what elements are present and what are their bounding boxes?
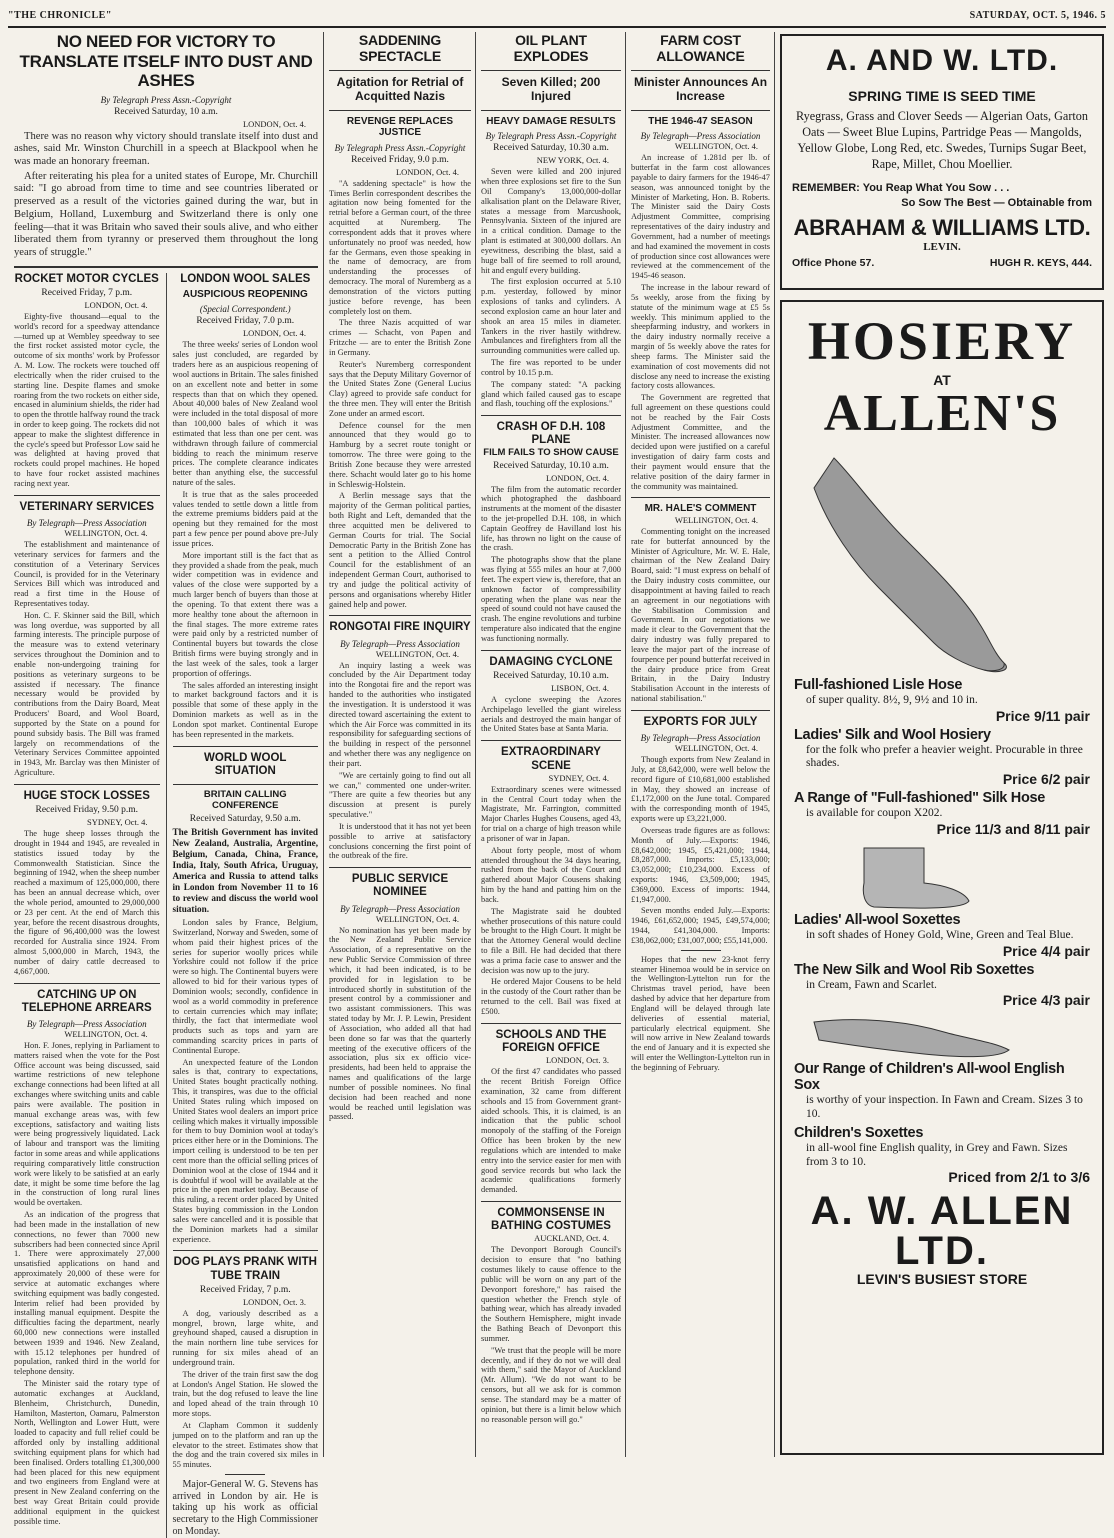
article-headline: ROCKET MOTOR CYCLES (14, 272, 159, 285)
article-paragraph: "A saddening spectacle" is how the Times Berlin correspondent describes the agitation now being fomented for the retrial before a German court, of the three acquitted at Nuremberg. The correspondent adds that it proves where unfortunately no proof was needed, how far the Germans, even those speaking in the name of democracy, are from understanding the processes of democracy. The moral of Nuremberg as a demonstration of the victors putting justice before revenge, has been completely lost on them. (329, 178, 471, 316)
article-paragraph: The film from the automatic recorder which photographed the dashboard instruments at the moment of the disaster to the jet-propelled D.H. 108, in which Captain Geoffrey de Havilland lost his life, has thrown no light on the cause of the crash. (481, 484, 621, 553)
article-dateline: WELLINGTON, Oct. 4. (674, 141, 758, 152)
article-dateline: LONDON, Oct. 4. (242, 328, 307, 339)
lead-column (14, 32, 319, 1537)
article-dateline: AUCKLAND, Oct. 4. (534, 1233, 609, 1244)
article-paragraph: "We are certainly going to find out all we can," commented one under-writer. "There are quite a few theories but any discussion at present is purely speculative." (329, 770, 471, 820)
ad-item-title: A Range of "Full-fashioned" Silk Hose (794, 790, 1046, 807)
divider (14, 784, 160, 785)
article-byline: By Telegraph Press Assn.-Copyright (485, 131, 617, 142)
article-paragraph: The sales afforded an interesting insight to market background factors and it is possible that some of these apply in the Dominion markets as well as in the London spot market. Continental Europe has been represented in the markets. (172, 680, 319, 739)
article-paragraph: Hon. F. Jones, replying in Parliament to matters raised when the vote for the Post Office account was being discussed, said wartime restrictions of new telephone exchange connections had been lifted at all exchanges where switching units and cable pairs were available. The position in manual exchange areas was, with few exceptions, satisfactory and waiting lists were being progressively liquidated. Lack of labour and transport was the limiting factor in some areas and while applications requiring comparatively little construction work were likely to be satisfied at an early date, it might be some time before the lag in the construction of long rural lines would be overtaken. (14, 1040, 160, 1208)
article-paragraph: Of the first 47 candidates who passed the recent British Foreign Office examination, 32 came from different schools and 15 from Government grant-aided schools. This, it is claimed, is an indication that the public school monopoly of the staffing of the Foreign Office has been broken by the new regulations which are intended to make entry into the service easier for men with good service records but who lack the academic qualifications formerly demanded. (481, 1067, 621, 1195)
article-subheadline: Seven Killed; 200 Injured (501, 75, 601, 103)
article-paragraph: Major-General W. G. Stevens has arrived in London by air. He is taking up his work as official secretary to the High Commissioner on Monday. (172, 1479, 319, 1537)
ad-phone: Office Phone 57. (792, 257, 875, 270)
ad-item-desc: is worthy of your inspection. In Fawn and Cream. Sizes 3 to 10. (806, 1094, 1083, 1121)
article-paragraph: The company stated: "A packing gland which failed caused gas to escape and flash, touching off the explosions." (481, 379, 621, 409)
article-subheadline: AUSPICIOUS REOPENING (182, 288, 308, 300)
article-paragraph: The fire was reported to be under control by 10.15 p.m. (481, 358, 621, 377)
article-paragraph: He ordered Major Cousens to be held in the custody of the Court rather than be returned to the cell. Bail was fixed at £500. (481, 977, 621, 1016)
article-dateline: WELLINGTON, Oct. 4. (375, 913, 459, 924)
column-divider (625, 32, 626, 1457)
divider (173, 784, 319, 785)
article-headline: EXPORTS FOR JULY (643, 715, 758, 728)
article-byline: By Telegraph—Press Association (640, 131, 761, 142)
divider (481, 740, 621, 741)
article-paragraph: Commenting tonight on the increased rate for butterfat announced by the Minister of Agriculture, Mr. W. E. Hale, chairman of the New Zealand Dairy Board, said: "I must express on behalf of the Dairy industry costs committee, our disappointment at having failed to reach an agreement in our negotiations with the Stabilisation Commission and Government. In our negotiations we made it clear to the Government that the dairy industry was fully prepared to leave the major part of the increase of fourpence per pound butterfat received in the dairy produce price from Great Britain, in the Dairy Industry Stabilisation Account in the interests of national stabilisation." (631, 526, 770, 704)
ad-reminder-line: REMEMBER: You Reap What You Sow . . . (792, 182, 1010, 195)
ad-item-desc: for the folk who prefer a heavier weight. Procurable in three shades. (806, 743, 1083, 770)
article-headline: VETERINARY SERVICES (19, 500, 155, 513)
ad-item-desc: of super quality. 8½, 9, 9½ and 10 in. (806, 693, 978, 706)
column-divider (475, 32, 476, 1457)
article-dateline: WELLINGTON, Oct. 4. (674, 743, 758, 754)
article-paragraph: An unexpected feature of the London sales is that, contrary to expectations, United States bought practically nothing. This, it transpires, was due to the official United States ruling which imposed on United States wool dealers an import price ceiling which makes it virtually impossible for them to buy Dominion wool at today's prices either here or in the Dominions. The import ceiling is understood to be ten per cent more than the official selling prices of Dominion wool at the close of 1944 and it is doubtful if wool will be available at the price in the open market today. Because of this ruling, a recent order placed by United States buying commission in the London sales were cancelled and it is possible that the Dominion markets had a similar experience. (172, 1057, 319, 1244)
ad-item-price: Price 6/2 pair (1002, 771, 1090, 788)
ad-item-desc: in Cream, Fawn and Scarlet. (806, 978, 937, 991)
ad-tagline: SPRING TIME IS SEED TIME (848, 88, 1036, 104)
article-paragraph: The Government are regretted that full agreement on these questions could not be reached by the Fair Costs Adjustment Committee, and the Minister. The increased allowances now decided upon were justified on a careful investigation of dairy farm costs and their payment would ensure that the relative position of the dairy farmer in the community was maintained. (631, 393, 770, 491)
ad-footer (792, 257, 1092, 269)
article-dateline: LONDON, Oct. 4. (545, 472, 609, 483)
article-byline: By Telegraph—Press Association (26, 1018, 147, 1029)
article-paragraph: Overseas trade figures are as follows: Month of July.—Exports: 1946, £8,642,000; 1945, £5,421,000; 1944, £8,287,000. Imports: £5,133,000; £3,052,000; £10,234,000. Excess of exports: 1946, £3,509,000; 1945, £369,000. Excess of imports: 1944, £1,947,000. (631, 825, 770, 904)
ad-seed-list: Ryegrass, Grass and Clover Seeds — Algerian Oats, Garton Oats — Sweet Blue Lupins, Partridge Peas — Mangolds, Yellow Globe, Long Red, etc. Swedes, Turnips Sugar Beet, Rape, Millet, Chou Moellier. (796, 109, 1088, 171)
article-headline: OIL PLANT EXPLODES (513, 32, 589, 65)
article-paragraph: A cyclone sweeping the Azores Archipelago levelled the giant wireless aerials and destroyed the main hangar of the United States base at Santa Maria. (481, 694, 621, 734)
article-paragraph: "We trust that the people will be more decently, and if they do not we will deal with them," said the Mayor of Auckland (Mr. Allum). "We do not want to be censors, but all we ask for is common sense. The standard may be a matter of opinion, but there is a limit below which no reasonable person will go." (481, 1345, 621, 1424)
article-paragraph: It is understood that it has not yet been possible to arrive at satisfactory conclusions concerning the first point of the outbreak of the fire. (329, 821, 471, 861)
divider (631, 70, 770, 71)
divider (631, 110, 770, 111)
article-dateline: LONDON, Oct. 4. (242, 118, 306, 129)
article-subheadline: Minister Announces An Increase (633, 75, 768, 103)
column-divider (774, 32, 775, 1457)
ad-item-title: Our Range of Children's All-wool English Sox (794, 1061, 1065, 1094)
article-paragraph: The Devonport Borough Council's decision to ensure that "no bathing costumes likely to cause offence to the public will be worn on any part of the Devonport foreshore," has raised the question whether the French style of bathing wear, which has already invaded the Southern Hemisphere, might invade the Bathing Beach of Devonport this summer. (481, 1245, 621, 1343)
article-byline: By Telegraph—Press Association (340, 903, 460, 914)
article-headline: HUGE STOCK LOSSES (23, 789, 150, 802)
article-headline: CATCHING UP ON TELEPHONE ARREARS (21, 988, 152, 1014)
article-paragraph: As an indication of the progress that had been made in the installation of new connections, no fewer than 7000 new subscribers had been connected since April 1. There were approximately 27,000 unsatisfied applications on hand and approximately 20,000 of these were for service at automatic exchanges where switching equipment was badly congested. Interim relief had been provided by installing manual equipment. Despite the difficulties facing the department, nearly 60,000 new connections were installed between 1939 and 1946. New Zealand, with 15.12 telephones per hundred of population, ranked third in the world for telephone density. (14, 1210, 160, 1377)
article-paragraph: The photographs show that the plane was flying at 555 miles an hour at 7,000 feet. The expert view is, therefore, that an unknown factor of compressibility operating when the plane was near the speed of sound could not have caused the crash. The engine revolutions and turbine temperature also indicated that the engine was functioning normally. (481, 555, 621, 643)
article-paragraph: The first explosion occurred at 5.10 p.m. yesterday, followed by minor explosions of tanks and cylinders. A second explosion came an hour later and shook an area 15 miles in diameter. Tankers in the river hastily withdrew. Ambulances and firefighters from all the surrounding communities were called up. (481, 277, 621, 356)
article-headline: RONGOTAI FIRE INQUIRY (329, 621, 471, 634)
ad-item-desc: in soft shades of Honey Gold, Wine, Green and Teal Blue. (806, 928, 1074, 941)
article-headline: DAMAGING CYCLONE (489, 655, 613, 668)
article-paragraph: The increase in the labour reward of 5s weekly, arose from the fixing by statute of the minimum wage at £5 5s weekly. This minimum applied to the sheepfarming industry, and workers in the dairy industry normally receive a margin of 5s weekly above the rates for sheep farms. The Minister said the examination of cost movements did not disclose any need to increase the existing factory costs allowances. (631, 283, 770, 391)
divider (329, 70, 471, 71)
ad-manager: HUGH R. KEYS, 444. (989, 257, 1092, 270)
divider (481, 1023, 621, 1024)
article-paragraph: The driver of the train first saw the dog at London's Angel Station. He slowed the train, but the dog refused to leave the line and loped ahead of the train through 10 more stops. (172, 1369, 319, 1419)
divider (329, 615, 471, 616)
masthead-rule (8, 26, 1106, 28)
article-dateline: WELLINGTON, Oct. 4. (375, 648, 459, 659)
ad-reminder-line: So Sow The Best — Obtainable from (901, 197, 1092, 210)
hosiery-advertisement (780, 300, 1104, 1455)
subcolumn-left (14, 273, 160, 1538)
sock-icon (794, 1012, 1090, 1062)
column-divider (166, 273, 167, 1538)
article-headline: DOG PLAYS PRANK WITH TUBE TRAIN (173, 1256, 317, 1282)
article-paragraph: The three Nazis acquitted of war crimes — Schacht, von Papen and Fritzche — are to enter the British Zone in Germany. (329, 318, 471, 357)
article-headline: WORLD WOOL SITUATION (204, 751, 287, 777)
divider (225, 1474, 265, 1475)
article-dateline: LISBON, Oct. 4. (551, 682, 609, 693)
column-divider (323, 32, 324, 1457)
masthead (8, 8, 1106, 24)
ad-slogan: LEVIN'S BUSIEST STORE (856, 1271, 1028, 1288)
divider (481, 415, 621, 416)
article-paragraph: The Magistrate said he doubted whether prosecutions of this nature could be brought to the High Court. It might be that the Attorney General would decline to file a Bill. He had decided that there was a prima facie case to answer and the decision was now up to the jury. (481, 906, 621, 975)
divider (329, 867, 471, 868)
article-subheadline: REVENGE REPLACES JUSTICE (346, 115, 454, 139)
article-paragraph: Seven months ended July.—Exports: 1946, £61,652,000; 1945, £49,574,000; 1944, £41,304,000. Imports: £38,062,000; £31,007,000; £55,141,000. (631, 906, 770, 945)
ad-town: LEVIN. (923, 241, 961, 254)
article-subheadline: THE 1946-47 SEASON (648, 115, 753, 127)
column-5 (631, 32, 770, 1457)
article-lead-paragraph: The British Government has invited New Zealand, Australia, Argentine, Belgium, Canada, China, France, India, Italy, South Africa, Uruguay, America and Russia to attend talks in London from November 11 to 16 to review and discuss the world wool situation. (172, 826, 319, 915)
divider (14, 495, 160, 496)
article-received: Received Friday, 9.0 p.m. (351, 154, 449, 165)
divider (631, 710, 770, 711)
ad-item-desc: is available for coupon X202. (806, 807, 943, 820)
article-headline: EXTRAORDINARY SCENE (501, 746, 601, 772)
article-dateline: NEW YORK, Oct. 4. (536, 155, 609, 166)
divider (14, 983, 160, 984)
article-dateline: SYDNEY, Oct. 4. (86, 817, 148, 828)
sock-icon (794, 843, 1090, 913)
article-dateline: LONDON, Oct. 4. (395, 166, 459, 177)
article-paragraph: A Berlin message says that the majority of the German political parties, both Right and Left, demanded that the three acquitted men be delivered to German Courts for trial. The Social Democratic Party in the British Zone has sent a petition to the Allied Control Council for the establishment of an independent German Court, authorised to try and judge the political activity of persons and organisations whereby Hitler gained help and power. (329, 491, 471, 609)
article-byline: By Telegraph—Press Association (26, 518, 147, 529)
article-paragraph: Defence counsel for the men announced that they would go to Hamburg by a secret route tonight or tomorrow. The three were going to the British Zone because they were arrested there. Schacht would later go to his home in Schleswig-Holstein. (329, 420, 471, 489)
stocking-leg-icon (794, 448, 1090, 678)
column-4 (481, 32, 621, 1457)
article-paragraph: An increase of 1.281d per lb. of butterfat in the farm cost allowances payable to dairy farmers for the 1946-47 season, was announced tonight by the Minister of Marketing, Hon. B. Roberts. The Minister said the Dairy Costs Adjustment Committee, comprising representatives of the dairy industry and Government, had a number of meetings and had examined the movement in costs of production since cost allowances were reviewed at the commencement of the 1945-46 season. (631, 153, 770, 281)
divider (681, 950, 721, 951)
article-subheadline: HEAVY DAMAGE RESULTS (486, 115, 616, 127)
ad-company-name: A. AND W. LTD. (825, 44, 1059, 77)
article-dateline: WELLINGTON, Oct. 4. (674, 514, 758, 525)
subcolumn-right (173, 273, 319, 1538)
article-dateline: WELLINGTON, Oct. 4. (64, 1028, 148, 1039)
article-headline: FARM COST ALLOWANCE (656, 32, 745, 65)
stocking-leg-illustration (794, 448, 1090, 678)
article-headline: NO NEED FOR VICTORY TO TRANSLATE ITSELF INTO DUST AND ASHES (19, 32, 313, 91)
article-dateline: LONDON, Oct. 4. (84, 299, 148, 310)
article-paragraph: Extraordinary scenes were witnessed in the Central Court today when the Magistrate, Mr. Farrington, committed Major Charles Hughes Cousens, aged 43, for trial on a charge of high treason while a prisoner of war in Japan. (481, 784, 621, 843)
ad-store-name: ALLEN'S (823, 385, 1061, 442)
article-byline: By Telegraph—Press Association (640, 733, 761, 744)
divider (481, 650, 621, 651)
article-paragraph: A dog, variously described as a mongrel, brown, large white, and greyhound shaped, caused a disruption in the main northern line tube services for running for six miles ahead of an underground train. (172, 1308, 319, 1367)
divider (14, 266, 318, 268)
ad-item-price: Price 11/3 and 8/11 pair (936, 821, 1090, 837)
ad-headline: HOSIERY (807, 311, 1077, 371)
divider (329, 110, 471, 111)
article-byline: By Telegraph—Press Association (340, 638, 460, 649)
article-headline: CRASH OF D.H. 108 PLANE (496, 421, 606, 447)
ad-item-title: Ladies' Silk and Wool Hosiery (794, 726, 991, 743)
article-paragraph: Though exports from New Zealand in July, at £8,642,000, were well below the record figure of £10,681,000 established in May, they showed an increase of £1,172,000 on the June total. Compared with the corresponding month of 1945, exports were up £3,221,000. (631, 755, 770, 824)
article-paragraph: There was no reason why victory should translate itself into dust and ashes, said Mr. Winston Churchill in a speech at Blackpool when he was made an honorary freeman. (14, 130, 318, 168)
ad-item-title: Children's Soxettes (794, 1124, 924, 1141)
article-received: Received Friday, 9.50 p.m. (35, 805, 139, 816)
column-3 (329, 32, 471, 1457)
article-subheadline: Agitation for Retrial of Acquitted Nazis (336, 75, 464, 103)
article-paragraph: Eighty-five thousand—equal to the world's record for a speedway attendance—turned up at Wembley speedway to see the first rocket assisted motor cycle, the outcome of six months' work by Professor A. M. Low. The rockets were touched off electrically when the rider cruised to the starting line. Despite flames and smoke roaring from the two rockets on either side, encased in aluminium shields, the rider had to open the throttle halfway round the track in order to keep going. The rockets did not appear to make the slightest difference in the cycle's speed but Professor Low said he was delighted at having proved that rockets could propel machines. He hoped to have four rocket assisted machines racing next year. (14, 311, 160, 488)
article-received: Received Saturday, 10 a.m. (114, 106, 218, 117)
article-paragraph: The huge sheep losses through the drought in 1944 and 1945, are revealed in statistics issued today by the Commonwealth Statistician. Since the beginning of 1942, when the sheep number reached a maximum of 125,000,000, there has been an annual decrease which, over the whole period, amounted to 29,000,000 or 23 per cent. At the end of March this year, before the recent disastrous droughts, the figure of 96,400,000 was the lowest recorded for Australia since 1924. From almost 5,000,000 in March, 1943, the number of dairy cattle decreased to 4,667,000. (14, 829, 160, 976)
seed-advertisement (780, 34, 1104, 290)
article-paragraph: More important still is the fact that as they provided a shade from the peak, much wider competition was in evidence and values of the close were supported by a much larger bench of buyers than those at the opening. To that extent there was a more healthy tone about the afternoon in the final stages. The more extreme rates were paid only by a restricted number of Continental buyers but towards the close British firms were buying strongly and in the last week of the sales, took a larger proportion of offerings. (172, 550, 319, 678)
article-paragraph: Reuter's Nuremberg correspondent says that the Deputy Military Governor of the United States Zone (General Lucius Clay) agreed to provide safe conduct for the three men. They will enter the British Zone under an armed escort. (329, 359, 471, 418)
article-paragraph: It is true that as the sales proceeded values tended to settle down a little from the extreme premiums bidders paid at the opening but they remained for the most part a few pence per pound above pre-July issue prices. (172, 489, 319, 548)
masthead-date: SATURDAY, OCT. 5, 1946. 5 (969, 10, 1106, 21)
ad-item-price: Price 4/3 pair (1002, 992, 1090, 1009)
article-headline: PUBLIC SERVICE NOMINEE (351, 873, 449, 899)
article-byline: (Special Correspondent.) (199, 304, 291, 315)
article-paragraph: An inquiry lasting a week was concluded by the Air Department today into the Rongotai fire and the report was handed to the authorities who instigated the investigation. It is understood it was directed toward ascertaining the extent to which the Air Force was committed in its responsibility for safeguarding sections of the building in respect of the personnel and whether there was any negligence on their part. (329, 660, 471, 768)
article-headline: LONDON WOOL SALES (180, 272, 311, 285)
ad-item-price: Priced from 2/1 to 3/6 (948, 1169, 1090, 1186)
article-received: Received Saturday, 10.10 a.m. (493, 670, 609, 681)
ad-reminder (792, 181, 1092, 211)
article-paragraph: Hopes that the new 23-knot ferry steamer Hinemoa would be in service on the Wellington-Lyttelton run for the Christmas travel period, have been dashed by advice that her departure from England will be delayed through late deliveries of essential material, particularly electrical equipment. She will now arrive in New Zealand towards the end of January and it is expected she will enter the Wellington-Lyttelton run in the beginning of February. (631, 954, 770, 1072)
divider (173, 1250, 319, 1251)
article-subheadline: BRITAIN CALLING CONFERENCE (203, 788, 287, 811)
article-headline: SADDENING SPECTACLE (358, 32, 442, 65)
ad-firm-name: ABRAHAM & WILLIAMS LTD. (793, 215, 1091, 241)
ad-item-title: Ladies' All-wool Soxettes (794, 912, 961, 928)
article-headline: SCHOOLS AND THE FOREIGN OFFICE (495, 1028, 607, 1054)
divider (481, 1201, 621, 1202)
article-subheadline: FILM FAILS TO SHOW CAUSE (483, 446, 619, 458)
article-headline: COMMONSENSE IN BATHING COSTUMES (491, 1206, 611, 1233)
article-received: Received Friday, 7 p.m. (199, 1284, 291, 1295)
masthead-paper-name: "THE CHRONICLE" (8, 10, 112, 21)
divider (173, 746, 319, 747)
article-dateline: LONDON, Oct. 3. (545, 1055, 609, 1066)
article-paragraph: The Minister said the rotary type of automatic exchanges at Auckland, Blenheim, Christchurch, Dunedin, Hamilton, Masterton, Oamaru, Palmerston North, Wellington and Lower Hutt, were loaded to capacity and full relief could be afforded only by installing additional switching equipment plans for which had been finalised. Orders totalling £1,300,000 had been placed for this new equipment and two engineers from England were at present in New Zealand conferring on the best way Great Britain could provide additional equipment in the quickest possible time. (14, 1379, 160, 1526)
soxette-illustration (794, 843, 1090, 913)
article-received: Received Friday, 7.0 p.m. (196, 316, 295, 327)
article-received: Received Saturday, 9.50 a.m. (189, 813, 301, 824)
divider (481, 110, 621, 111)
ad-item-price: Price 4/4 pair (1002, 942, 1090, 959)
article-paragraph: Seven were killed and 200 injured when three explosions set fire to the Sun Oil Company's 13,000,000-dollar alkalisation plant on the Delaware River, states a message from Marcushook, Pennsylvania. Sixteen of the injured are in a critical condition. Damage to the plant is estimated at 300,000 dollars. An eyewitness, describing the blast, said a huge ball of fire seemed to roll around, hit and engulf every building. (481, 167, 621, 275)
ad-company-name: A. W. ALLEN LTD. (810, 1189, 1074, 1274)
divider (631, 497, 770, 498)
article-dateline: SYDNEY, Oct. 4. (548, 772, 609, 783)
ad-at: AT (933, 372, 951, 388)
child-sock-illustration (794, 1012, 1090, 1062)
article-paragraph: The three weeks' series of London wool sales just concluded, are regarded by traders here as an auspicious reopening of wool auctions in Britain. The sales finished on an excellent note and better in some respects than that on which they opened. About 40,000 bales of New Zealand wool were included in the total disposal of more than 100,000 bales of which it was estimated that less than one per cent. was withdrawn through failure of commercial bidding to reach the minimum reserve prices. The complete clearance indicates better than anything else, the successful nature of the sales. (172, 340, 319, 487)
article-paragraph: At Clapham Common it suddenly jumped on to the platform and ran up the elevator to the street. Estimates show that the dog and the train covered six miles in 55 minutes. (172, 1420, 319, 1470)
article-paragraph: London sales by France, Belgium, Switzerland, Norway and Sweden, some of whom paid their highest prices of the series for superior woolly prices while Yorkshire could not follow if the price were so high. The Continental buyers were allowed to bid for their various types of Dominion wools; secondly, confidence in wool as a world commodity in preference to certain currencies which may inflate; thirdly, the fact that intermediate wool products such as tops and yarn are commanding scarcity prices in parts of Continental Europe. (172, 918, 319, 1055)
ad-item-title: Full-fashioned Lisle Hose (794, 677, 963, 693)
article-paragraph: The establishment and maintenance of veterinary services for farmers and the constitution of a Veterinary Services Council, is provided for in the Veterinary Services Bill which was introduced and read a first time in the House of Representatives today. (14, 540, 160, 608)
article-paragraph: No nomination has yet been made by the New Zealand Public Service Association, of a representative on the new Public Service Commission of three which, it had been indicated, is to be provided for in legislation to be introduced shortly in substitution of the present control by a commissioner and two assistant commissioners. This was stated today by Mr. J. P. Lewin, President of Association, who added all that had been done so far was that the quarterly meeting of the executive officers of the association, plus six ex officio vice-presidents, had been held to appraise the names and qualifications of the large number of possible nominees. No final decision had been reached and none would be reached until legislation was passed. (329, 925, 471, 1122)
article-received: Received Friday, 7 p.m. (41, 287, 133, 298)
article-paragraph: After reiterating his plea for a united states of Europe, Mr. Churchill said: "I go abroad from time to time and see countries liberated or preserved as a result of the victories gained during the war, but in Belgium, Holland, Luxemburg and Switzerland there is only one feeling—that it was Britain who saved their souls alive, and who either liberated them from tyranny or preserved them throughout the long years of struggle." (14, 170, 318, 258)
article-dateline: WELLINGTON, Oct. 4. (64, 528, 148, 539)
ad-item-desc: in all-wool fine English quality, in Grey and Fawn. Sizes from 3 to 10. (806, 1141, 1068, 1168)
article-received: Received Saturday, 10.30 a.m. (493, 143, 609, 154)
ad-item-title: The New Silk and Wool Rib Soxettes (794, 961, 1035, 978)
article-headline: MR. HALE'S COMMENT (644, 503, 757, 515)
article-dateline: LONDON, Oct. 3. (242, 1296, 307, 1307)
article-paragraph: About forty people, most of whom attended throughout the 34 days hearing, rushed from the back of the Court and gathered about Major Cousens shaking him by the hand and patting him on the back. (481, 845, 621, 904)
article-paragraph: Hon. C. F. Skinner said the Bill, which was long overdue, was supported by all farming interests. The principle purpose of the measure was to extend veterinary services throughout the Dominion and to enable non-undergoing training for positions as veterinary surgeons to be assisted if necessary. The finance necessary would be provided by contributions from the Dairy Board, Meat Producers' Board, and Wool Board, supported by the State on a pound for pound subsidy basis. The Bill was framed largely on recommendations of the Veterinary Services Committee appointed in 1943, Mr. Barclay was then Minister of Agriculture. (14, 610, 160, 778)
article-byline: By Telegraph Press Assn.-Copyright (334, 142, 466, 153)
ad-item-price: Price 9/11 pair (995, 707, 1090, 724)
divider (481, 70, 621, 71)
article-received: Received Saturday, 10.10 a.m. (493, 460, 609, 471)
article-byline: By Telegraph Press Assn.-Copyright (100, 94, 232, 105)
